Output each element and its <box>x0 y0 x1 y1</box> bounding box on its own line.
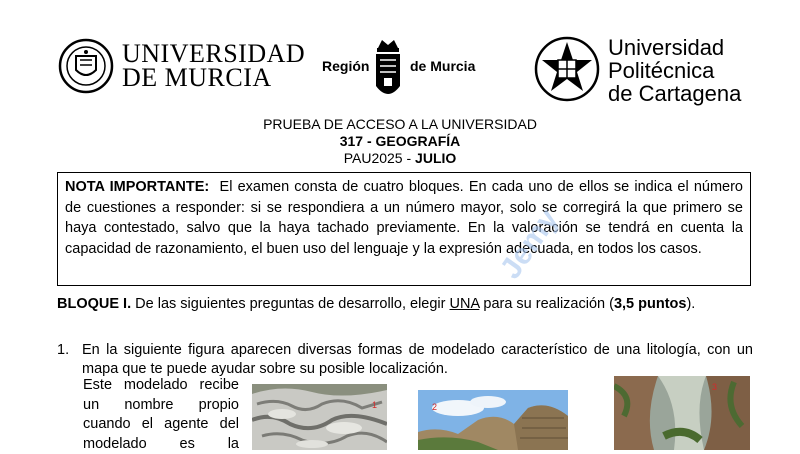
note-text: El examen consta de cuatro bloques. En cada uno de ellos se indica el número de cuestiones a responder: si se respondiera a un número mayor, solo se corregirá la que primero se haya contestado, salvo que la haya tachado previamente. En la valoración se tendrá en cuenta la capacidad de razonamiento, el buen uso del lenguaje y la expresión adecuada, en todos los casos. <box>65 179 743 257</box>
upct-star-seal-icon <box>534 36 600 102</box>
region-coat-of-arms-icon <box>372 38 404 104</box>
upct-line2: Politécnica <box>608 59 741 82</box>
upct-logo <box>534 36 774 108</box>
photo-karst-canyon <box>614 376 750 450</box>
side-line-2: un nombre propio <box>83 396 239 416</box>
region-murcia-logo <box>322 38 492 108</box>
block-1-instructions <box>57 294 753 314</box>
session-month: JULIO <box>415 150 456 166</box>
um-seal-icon <box>58 38 114 94</box>
block-underlined: UNA <box>450 296 480 312</box>
photo-1-label: 1 <box>372 400 377 410</box>
exam-subject: 317 - GEOGRAFÍA <box>0 133 800 150</box>
side-line-1: Este modelado recibe <box>83 376 239 396</box>
watermark: Jemy <box>494 203 566 285</box>
um-line2: DE MURCIA <box>122 66 305 90</box>
region-label: Región <box>322 58 369 74</box>
question-side-text <box>83 376 239 454</box>
upct-line3: de Cartagena <box>608 82 741 105</box>
block-text-after: para su realización ( <box>483 296 614 312</box>
question-number: 1. <box>57 341 69 360</box>
photo-2-label: 2 <box>432 402 437 412</box>
exam-session <box>0 150 800 167</box>
important-note-box <box>57 172 751 286</box>
photo-3-label: 3 <box>712 382 717 392</box>
question-text: En la siguiente figura aparecen diversas formas de modelado característico de una litología, con un mapa que te puede ayudar sobre su posible localización. <box>82 341 753 379</box>
block-points: 3,5 puntos <box>614 296 687 312</box>
note-label: NOTA IMPORTANTE: <box>65 179 209 195</box>
photo-karst-torcal <box>418 390 568 450</box>
side-line-4: modelado es la <box>83 435 239 454</box>
side-line-3: cuando el agente del <box>83 415 239 435</box>
photo-karst-lapiaz <box>252 384 387 450</box>
um-line1: UNIVERSIDAD <box>122 42 305 66</box>
session-year: PAU2025 - <box>344 150 415 166</box>
block-close: ). <box>686 296 695 312</box>
region-name: de Murcia <box>410 58 475 74</box>
universidad-murcia-logo <box>58 38 298 94</box>
upct-line1: Universidad <box>608 36 741 59</box>
block-label: BLOQUE I. <box>57 296 131 312</box>
block-text-before: De las siguientes preguntas de desarrollo, elegir <box>135 296 445 312</box>
exam-title: PRUEBA DE ACCESO A LA UNIVERSIDAD <box>0 116 800 133</box>
